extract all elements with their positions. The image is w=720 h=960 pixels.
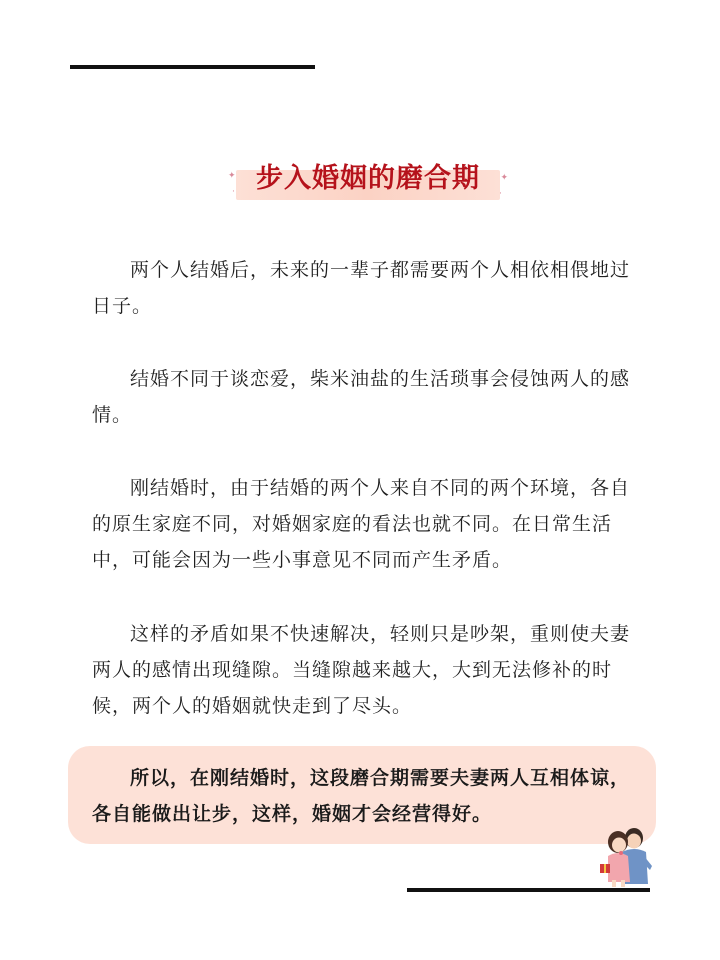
sparkle-icon: ·: [499, 189, 502, 199]
page-title: 步入婚姻的磨合期: [256, 163, 480, 194]
couple-hugging-icon: [596, 822, 656, 888]
paragraph: 结婚不同于谈恋爱，柴米油盐的生活琐事会侵蚀两人的感情。: [92, 368, 631, 426]
top-divider: [70, 65, 315, 69]
sparkle-icon: ✦: [228, 171, 236, 181]
conclusion-callout: [68, 746, 656, 844]
bottom-divider: [407, 888, 650, 892]
paragraph: 两个人结婚后，未来的一辈子都需要两个人相依相偎地过日子。: [92, 259, 631, 317]
sparkle-icon: ·: [232, 187, 235, 197]
callout-text: 所以，在刚结婚时，这段磨合期需要夫妻两人互相体谅，各自能做出让步，这样，婚姻才会经营得好。: [92, 767, 631, 825]
sparkle-icon: ✦: [500, 173, 508, 183]
title-banner: [228, 160, 508, 202]
paragraph: 这样的矛盾如果不快速解决，轻则只是吵架，重则使夫妻两人的感情出现缝隙。当缝隙越来越大，大到无法修补的时候，两个人的婚姻就快走到了尽头。: [92, 623, 631, 717]
paragraph: 刚结婚时，由于结婚的两个人来自不同的两个环境，各自的原生家庭不同，对婚姻家庭的看法也就不同。在日常生活中，可能会因为一些小事意见不同而产生矛盾。: [92, 477, 631, 571]
